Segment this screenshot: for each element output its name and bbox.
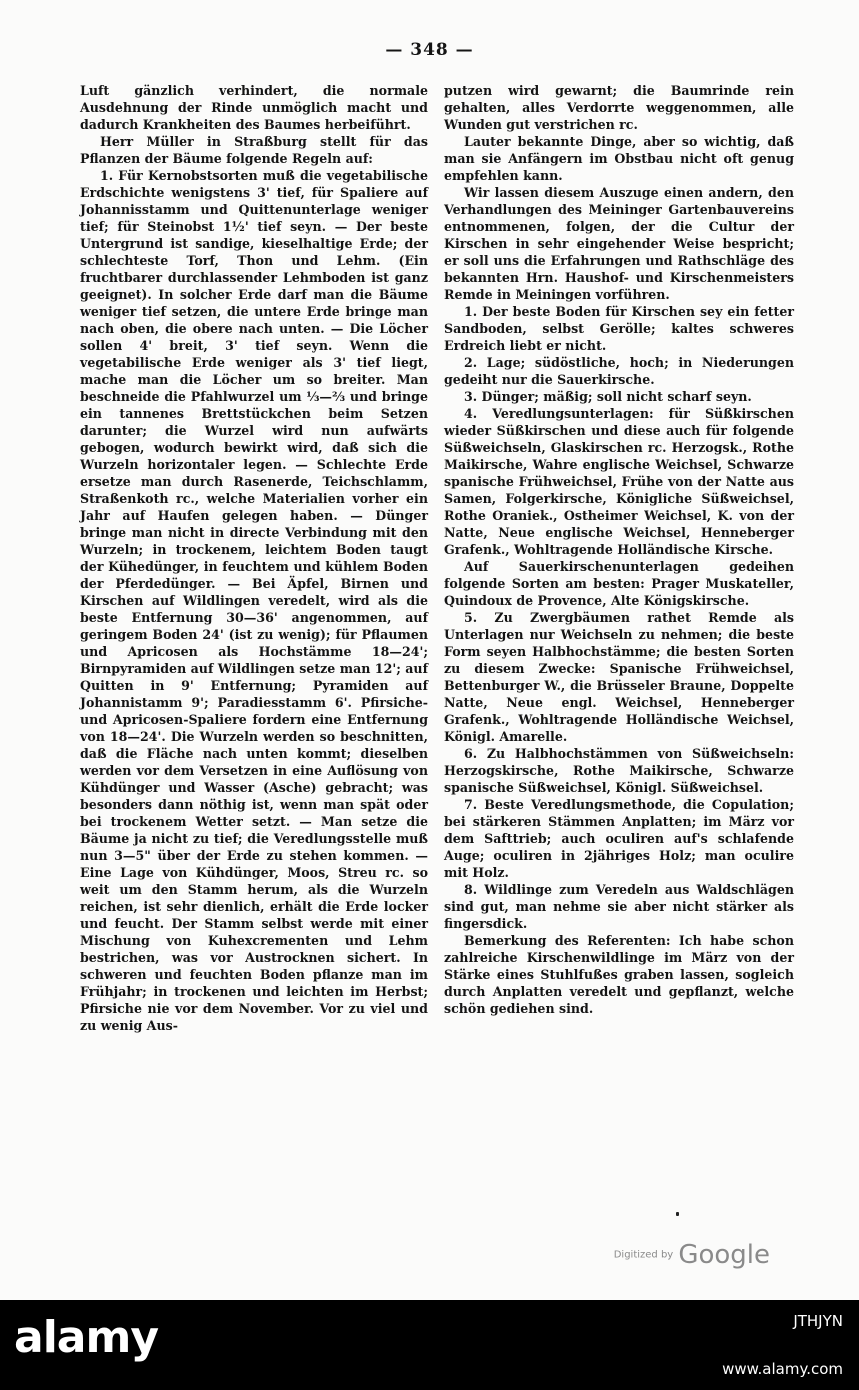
paragraph: putzen wird gewarnt; die Baumrinde rein gehalten, alles Verdorrte weggenommen, alle Wunden gut verstrichen rc. xyxy=(444,83,794,132)
site-url: www.alamy.com xyxy=(722,1360,843,1378)
paragraph: 6. Zu Halbhochstämmen von Süßweichseln: Herzogskirsche, Rothe Maikirsche, Schwarze spanische Süßweichsel, Königl. Süßweichsel. xyxy=(444,746,794,795)
ink-speck xyxy=(676,1212,679,1216)
right-text-column xyxy=(444,82,794,1017)
paragraph: 3. Dünger; mäßig; soll nicht scharf seyn. xyxy=(464,389,752,404)
paragraph: Lauter bekannte Dinge, aber so wichtig, daß man sie Anfängern im Obstbau nicht oft genug empfehlen kann. xyxy=(444,134,794,183)
page-number: — 348 — xyxy=(385,40,474,60)
paragraph: 5. Zu Zwergbäumen rathet Remde als Unterlagen nur Weichseln zu nehmen; die beste Form seyen Halbhochstämme; die besten Sorten zu diesem Zwecke: Spanische Frühweichsel, Bettenburger W., die Brüsseler Braune, Doppelte Natte, Neue engl. Weichsel, Henneberger Grafenk., Wohltragende Holländische Weichsel, Königl. Amarelle. xyxy=(444,610,794,744)
paragraph: Auf Sauerkirschenunterlagen gedeihen folgende Sorten am besten: Prager Muskateller, Quindoux de Provence, Alte Königskirsche. xyxy=(444,559,794,608)
google-logo-text: Google xyxy=(678,1240,770,1270)
digitized-by-google-watermark xyxy=(590,1240,770,1270)
paragraph: 1. Für Kernobstsorten muß die vegetabilische Erdschichte wenigstens 3' tief, für Spaliere auf Johannisstamm und Quittenunterlage weniger tief; für Steinobst 1½' tief seyn. — Der beste Untergrund ist sandige, kieselhaltige Erde; der schlechteste Torf, Thon und Lehm. (Ein fruchtbarer durchlassender Lehmboden ist ganz geeignet). In solcher Erde darf man die Bäume weniger tief setzen, die untere Erde bringe man nach oben, die obere nach unten. — Die Löcher sollen 4' breit, 3' tief seyn. Wenn die vegetabilische Erde weniger als 3' tief liegt, mache man die Löcher um so breiter. Man beschneide die Pfahlwurzel um ⅓—⅔ und bringe ein tannenes Brettstückchen beim Setzen darunter; die Wurzel wird nun aufwärts gebogen, wodurch bewirkt wird, daß sich die Wurzeln horizontaler legen. — Schlechte Erde ersetze man durch Rasenerde, Teichschlamm, Straßenkoth rc., welche Materialien vorher ein Jahr auf Haufen gelegen haben. — Dünger bringe man nicht in directe Verbindung mit den Wurzeln; in trockenem, leichtem Boden taugt der Kühedünger, in feuchtem und kühlem Boden der Pferdedünger. — Bei Äpfel, Birnen und Kirschen auf Wildlingen veredelt, wird als die beste Entfernung 30—36' angenommen, auf geringem Boden 24' (ist zu wenig); für Pflaumen und Apricosen als Hochstämme 18—24'; Birnpyramiden auf Wildlingen setze man 12'; auf Quitten in 9' Entfernung; Pyramiden auf Johannistamm 9'; Paradiesstamm 6'. Pfirsiche- und Apricosen-Spaliere fordern eine Entfernung von 18—24'. Die Wurzeln werden so beschnitten, daß die Fläche nach unten kommt; dieselben werden vor dem Versetzen in eine Auflösung von Kühdünger und Wasser (Asche) gebracht; was besonders dann nöthig ist, wenn man spät oder bei trockenem Wetter setzt. — Man setze die Bäume ja nicht zu tief; die Veredlungsstelle muß nun 3—5" über der Erde zu stehen kommen. — Eine Lage von Kühdünger, Moos, Streu rc. so weit um den Stamm herum, als die Wurzeln reichen, ist sehr dienlich, erhält die Erde locker und feucht. Der Stamm selbst werde mit einer Mischung von Kuhexcrementen und Lehm bestrichen, was vor Austrocknen sichert. In schweren und feuchten Boden pflanze man im Frühjahr; in trockenen und leichten im Herbst; Pfirsiche nie vor dem November. Vor zu viel und zu wenig Aus- xyxy=(80,168,428,1033)
paragraph: Wir lassen diesem Auszuge einen andern, den Verhandlungen des Meininger Gartenbauvereins entnommenen, folgen, der die Cultur der Kirschen in sehr eingehender Weise bespricht; er soll uns die Erfahrungen und Rathschläge des bekannten Hrn. Haushof- und Kirschenmeisters Remde in Meiningen vorführen. xyxy=(444,185,794,302)
left-text-column xyxy=(80,82,428,1034)
paragraph: 4. Veredlungsunterlagen: für Süßkirschen wieder Süßkirschen und diese auch für folgende Süßweichseln, Glaskirschen rc. Herzogsk., Rothe Maikirsche, Wahre englische Weichsel, Schwarze spanische Frühweichsel, Frühe von der Natte aus Samen, Folgerkirsche, Königliche Süßweichsel, Rothe Oraniek., Ostheimer Weichsel, K. von der Natte, Neue englische Weichsel, Henneberger Grafenk., Wohltragende Holländische Kirsche. xyxy=(444,406,794,557)
paragraph: 2. Lage; südöstliche, hoch; in Niederungen gedeiht nur die Sauerkirsche. xyxy=(444,355,794,387)
paragraph: 7. Beste Veredlungsmethode, die Copulation; bei stärkeren Stämmen Anplatten; im März vor dem Safttrieb; auch oculiren auf's schlafende Auge; oculiren in 2jähriges Holz; man oculire mit Holz. xyxy=(444,797,794,880)
watermark-prefix: Digitized by xyxy=(613,1249,674,1261)
paragraph: 8. Wildlinge zum Veredeln aus Waldschlägen sind gut, man nehme sie aber nicht stärker als fingersdick. xyxy=(444,882,794,931)
paragraph: 1. Der beste Boden für Kirschen sey ein fetter Sandboden, selbst Gerölle; kaltes schweres Erdreich liebt er nicht. xyxy=(444,304,794,353)
alamy-logo: alamy xyxy=(14,1312,158,1363)
image-id: JTHJYN xyxy=(793,1312,843,1330)
paragraph: Herr Müller in Straßburg stellt für das Pflanzen der Bäume folgende Regeln auf: xyxy=(80,134,428,166)
paragraph: Luft gänzlich verhindert, die normale Ausdehnung der Rinde unmöglich macht und dadurch Krankheiten des Baumes herbeiführt. xyxy=(80,83,428,132)
paragraph: Bemerkung des Referenten: Ich habe schon zahlreiche Kirschenwildlinge im März von der Stärke eines Stuhlfußes graben lassen, sogleich durch Anplatten veredelt und gepflanzt, welche schön gediehen sind. xyxy=(444,933,794,1016)
stock-footer-bar xyxy=(0,1300,859,1390)
